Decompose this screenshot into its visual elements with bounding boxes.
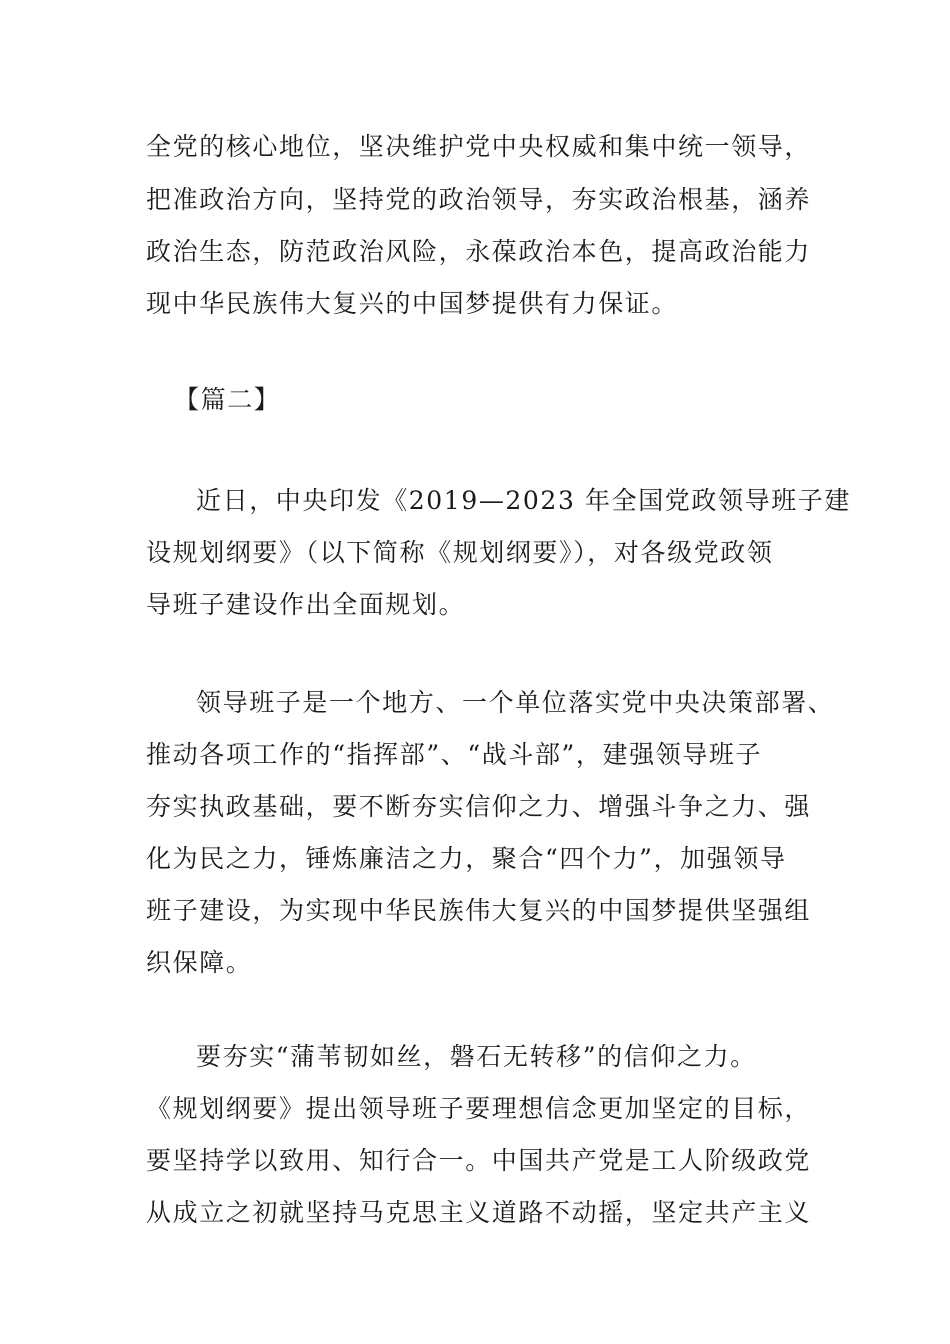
paragraph-line: 近日，中央印发《2019—2023 年全国党政领导班子建 [196, 486, 851, 515]
paragraph-line: 要夯实“蒲苇韧如丝，磐石无转移”的信仰之力。 [196, 1042, 757, 1071]
paragraph-line: 《规划纲要》提出领导班子要理想信念更加坚定的目标， [146, 1094, 812, 1123]
paragraph-line: 把准政治方向，坚持党的政治领导，夯实政治根基，涵养 [146, 185, 812, 214]
paragraph-line: 现中华民族伟大复兴的中国梦提供有力保证。 [146, 289, 679, 318]
paragraph-line: 推动各项工作的“指挥部”、“战斗部”，建强领导班子 [146, 740, 763, 769]
paragraph-line: 要坚持学以致用、知行合一。中国共产党是工人阶级政党 [146, 1146, 812, 1175]
paragraph-line: 织保障。 [146, 948, 253, 977]
paragraph-line: 政治生态，防范政治风险，永葆政治本色，提高政治能力 [146, 237, 812, 266]
paragraph-line: 班子建设，为实现中华民族伟大复兴的中国梦提供坚强组 [146, 896, 812, 925]
paragraph-line: 导班子建设作出全面规划。 [146, 590, 466, 619]
paragraph-line: 领导班子是一个地方、一个单位落实党中央决策部署、 [196, 688, 835, 717]
paragraph-line: 从成立之初就坚持马克思主义道路不动摇，坚定共产主义 [146, 1198, 812, 1227]
paragraph-line: 设规划纲要》（以下简称《规划纲要》），对各级党政领 [146, 538, 774, 567]
paragraph-line: 全党的核心地位，坚决维护党中央权威和集中统一领导， [146, 132, 812, 161]
paragraph-line: 夯实执政基础，要不断夯实信仰之力、增强斗争之力、强 [146, 792, 812, 821]
section-heading: 【篇二】 [174, 385, 281, 414]
paragraph-line: 化为民之力，锤炼廉洁之力，聚合“四个力”，加强领导 [146, 844, 787, 873]
